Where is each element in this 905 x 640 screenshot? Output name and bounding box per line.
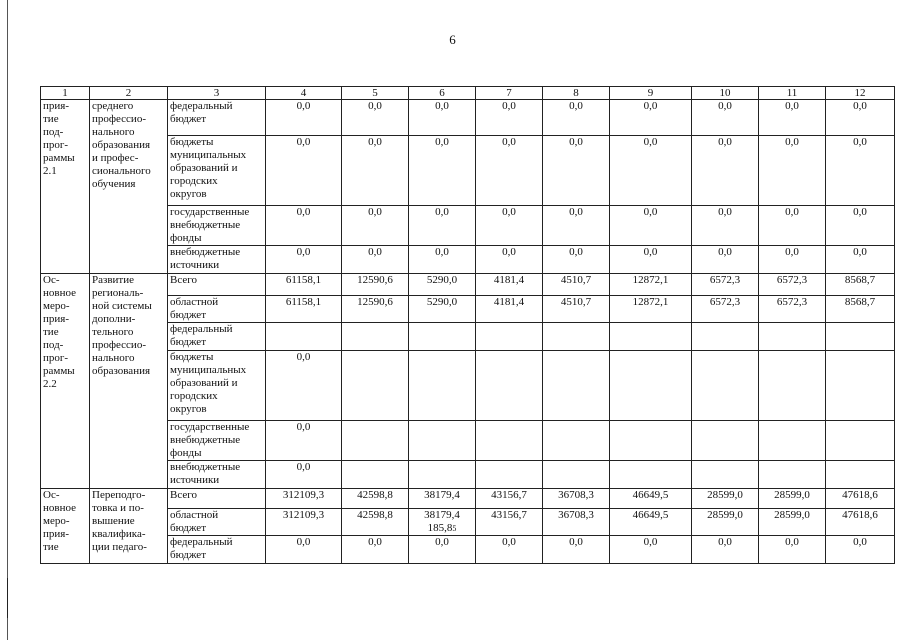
value-text: 0,0 (569, 246, 583, 258)
value-cell (409, 536, 476, 564)
value-text: 0,0 (435, 246, 449, 258)
value-text: 0,0 (718, 100, 732, 112)
value-cell (266, 351, 342, 421)
value-cell (342, 246, 409, 274)
value-cell (543, 536, 610, 564)
funding-source: внебюджетные источники (168, 246, 266, 274)
value-cell (692, 246, 759, 274)
value-cell (759, 296, 826, 323)
value-text: 12872,1 (632, 296, 669, 308)
value-cell (759, 536, 826, 564)
value-text: 12872,1 (632, 274, 669, 286)
value-cell (759, 100, 826, 136)
value-cell (610, 461, 692, 489)
value-cell (759, 206, 826, 246)
value-cell (409, 489, 476, 509)
value-text: 4510,7 (560, 296, 592, 308)
value-text: 6572,3 (776, 274, 808, 286)
value-text: 0,0 (853, 100, 867, 112)
value-cell (266, 100, 342, 136)
column-header: 9 (610, 87, 692, 100)
value-cell (342, 351, 409, 421)
value-text: 0,0 (502, 246, 516, 258)
value-text: 36708,3 (558, 509, 594, 521)
table-row (41, 100, 895, 136)
value-cell (266, 296, 342, 323)
value-cell (826, 246, 895, 274)
value-cell (692, 351, 759, 421)
value-cell (826, 421, 895, 461)
value-cell (476, 296, 543, 323)
value-cell (826, 100, 895, 136)
value-cell (342, 509, 409, 536)
value-text: 312109,3 (282, 489, 325, 501)
value-text: 0,0 (643, 136, 658, 148)
value-text: 0,0 (502, 206, 516, 218)
value-text: 0,0 (718, 536, 732, 548)
value-cell (266, 323, 342, 351)
value-text: 0,0 (368, 246, 382, 258)
value-text: 0,0 (718, 246, 732, 258)
value-cell (759, 323, 826, 351)
table-row (41, 323, 895, 351)
funding-source: бюджеты муниципальных образований и городских округов (168, 136, 266, 206)
value-cell (826, 206, 895, 246)
value-text: 5290,0 (426, 296, 458, 308)
funding-source: государственные внебюджетные фонды (168, 421, 266, 461)
funding-source: областной бюджет (168, 509, 266, 536)
table-row (41, 274, 895, 296)
value-text: 36708,3 (558, 489, 594, 501)
funding-source: Всего (168, 489, 266, 509)
value-text: 0,0 (569, 136, 583, 148)
value-cell (476, 323, 543, 351)
value-cell (826, 489, 895, 509)
value-cell (543, 206, 610, 246)
footnote-value (411, 522, 473, 535)
value-cell (759, 274, 826, 296)
value-cell (543, 274, 610, 296)
value-text: 43156,7 (491, 489, 527, 501)
value-text: 6572,3 (709, 296, 741, 308)
value-cell (692, 323, 759, 351)
table-row (41, 296, 895, 323)
value-cell (759, 489, 826, 509)
value-cell (692, 296, 759, 323)
value-text: 12590,6 (357, 296, 393, 308)
value-text: 38179,4 (424, 509, 460, 521)
value-cell (409, 351, 476, 421)
value-text: 0,0 (785, 100, 799, 112)
value-text: 4181,4 (493, 274, 525, 286)
table-row (41, 509, 895, 536)
value-text: 0,0 (368, 100, 382, 112)
value-cell (342, 461, 409, 489)
value-cell (692, 461, 759, 489)
value-cell (543, 323, 610, 351)
value-text: 47618,6 (842, 509, 878, 521)
value-cell (826, 323, 895, 351)
value-cell (610, 246, 692, 274)
value-text: 4181,4 (493, 296, 525, 308)
value-cell (266, 246, 342, 274)
value-cell (692, 206, 759, 246)
value-text: 6572,3 (709, 274, 741, 286)
value-cell (476, 461, 543, 489)
value-text: 4510,7 (560, 274, 592, 286)
column-header: 1 (41, 87, 90, 100)
value-cell (476, 246, 543, 274)
value-cell (543, 461, 610, 489)
value-cell (692, 536, 759, 564)
value-cell (692, 136, 759, 206)
value-cell (409, 323, 476, 351)
value-cell (266, 509, 342, 536)
value-text: 0,0 (569, 536, 583, 548)
column-header: 7 (476, 87, 543, 100)
value-cell (543, 136, 610, 206)
value-cell (610, 421, 692, 461)
value-cell (610, 509, 692, 536)
value-cell (692, 489, 759, 509)
column-header: 5 (342, 87, 409, 100)
value-text: 0,0 (296, 246, 311, 258)
value-cell (342, 536, 409, 564)
value-text: 0,0 (435, 206, 449, 218)
value-cell (759, 136, 826, 206)
column-header: 2 (90, 87, 168, 100)
header-row (41, 87, 895, 100)
value-cell (826, 351, 895, 421)
budget-table (40, 86, 895, 564)
value-text: 0,0 (853, 246, 867, 258)
value-text: 12590,6 (357, 274, 393, 286)
value-text: 28599,0 (774, 489, 810, 501)
value-cell (266, 461, 342, 489)
funding-source: Всего (168, 274, 266, 296)
column-header: 4 (266, 87, 342, 100)
value-cell (826, 296, 895, 323)
value-text: 0,0 (296, 421, 311, 433)
footnote-marker: 5 (452, 524, 457, 533)
value-cell (759, 246, 826, 274)
value-text: 46649,5 (632, 489, 669, 501)
value-text: 28599,0 (707, 489, 743, 501)
value-cell (266, 421, 342, 461)
page-number: 6 (449, 32, 456, 47)
value-text: 0,0 (435, 136, 449, 148)
value-text: 0,0 (785, 206, 799, 218)
footnote-value-text: 185,8 (427, 522, 453, 534)
value-cell (826, 274, 895, 296)
value-text: 42598,8 (357, 489, 393, 501)
value-cell (610, 206, 692, 246)
value-text: 38179,4 (424, 489, 460, 501)
table-row (41, 421, 895, 461)
value-cell (266, 136, 342, 206)
value-text: 46649,5 (632, 509, 669, 521)
value-cell (409, 100, 476, 136)
value-text: 0,0 (853, 206, 867, 218)
value-text: 0,0 (569, 100, 583, 112)
value-cell (342, 100, 409, 136)
value-cell (610, 323, 692, 351)
value-text: 43156,7 (491, 509, 527, 521)
value-text: 0,0 (296, 536, 311, 548)
measure-label: Ос- новное меро- прия- тие (41, 489, 90, 564)
value-text: 0,0 (785, 136, 799, 148)
value-text: 0,0 (853, 536, 867, 548)
value-cell (610, 100, 692, 136)
funding-source: внебюджетные источники (168, 461, 266, 489)
value-cell (543, 351, 610, 421)
value-cell (692, 274, 759, 296)
value-cell (610, 489, 692, 509)
funding-source: областной бюджет (168, 296, 266, 323)
value-cell (476, 509, 543, 536)
table-row (41, 461, 895, 489)
value-cell (476, 274, 543, 296)
value-cell (342, 489, 409, 509)
column-header: 3 (168, 87, 266, 100)
value-cell (266, 206, 342, 246)
value-text: 0,0 (296, 351, 311, 363)
value-cell (476, 351, 543, 421)
table-row (41, 351, 895, 421)
value-cell (543, 489, 610, 509)
value-cell (409, 509, 476, 536)
value-cell (342, 421, 409, 461)
value-cell (476, 100, 543, 136)
value-text: 0,0 (785, 536, 799, 548)
value-cell (476, 421, 543, 461)
value-text: 0,0 (296, 100, 311, 112)
value-cell (476, 136, 543, 206)
value-text: 0,0 (643, 536, 658, 548)
measure-title: среднего профессио- нального образования и профес- сионального обучения (90, 100, 168, 274)
value-cell (610, 296, 692, 323)
value-text: 312109,3 (282, 509, 325, 521)
value-text: 0,0 (643, 100, 658, 112)
value-text: 0,0 (368, 536, 382, 548)
value-text: 47618,6 (842, 489, 878, 501)
value-cell (476, 489, 543, 509)
table-row (41, 489, 895, 509)
value-cell (476, 206, 543, 246)
left-edge-mark (7, 578, 8, 618)
measure-title: Развитие региональ- ной системы дополни- тельного профессио- нального образования (90, 274, 168, 489)
value-text: 0,0 (569, 206, 583, 218)
value-cell (409, 136, 476, 206)
value-text: 61158,1 (285, 296, 322, 308)
value-cell (610, 351, 692, 421)
value-text: 61158,1 (285, 274, 322, 286)
measure-label: прия- тие под- прог- раммы 2.1 (41, 100, 90, 274)
value-cell (409, 461, 476, 489)
funding-source: бюджеты муниципальных образований и городских округов (168, 351, 266, 421)
value-cell (409, 296, 476, 323)
value-text: 0,0 (296, 206, 311, 218)
value-cell (266, 274, 342, 296)
value-cell (342, 274, 409, 296)
funding-source: государственные внебюджетные фонды (168, 206, 266, 246)
value-cell (610, 536, 692, 564)
value-text: 8568,7 (844, 296, 876, 308)
value-cell (543, 246, 610, 274)
column-header: 12 (826, 87, 895, 100)
value-text: 8568,7 (844, 274, 876, 286)
value-text: 0,0 (368, 206, 382, 218)
value-cell (826, 461, 895, 489)
value-text: 6572,3 (776, 296, 808, 308)
left-edge-line (7, 0, 8, 640)
value-text: 0,0 (643, 206, 658, 218)
value-cell (759, 461, 826, 489)
value-cell (759, 351, 826, 421)
column-header: 6 (409, 87, 476, 100)
value-cell (610, 136, 692, 206)
value-text: 28599,0 (774, 509, 810, 521)
value-cell (692, 421, 759, 461)
value-cell (759, 421, 826, 461)
value-text: 42598,8 (357, 509, 393, 521)
column-header: 10 (692, 87, 759, 100)
value-cell (409, 206, 476, 246)
value-cell (826, 509, 895, 536)
value-text: 0,0 (785, 246, 799, 258)
value-cell (543, 509, 610, 536)
value-text: 0,0 (502, 100, 516, 112)
value-text: 0,0 (368, 136, 382, 148)
table-row (41, 246, 895, 274)
measure-title: Переподго- товка и по- вышение квалифика- ции педаго- (90, 489, 168, 564)
value-cell (409, 246, 476, 274)
funding-source: федеральный бюджет (168, 323, 266, 351)
value-text: 0,0 (502, 136, 516, 148)
table-row (41, 536, 895, 564)
funding-source: федеральный бюджет (168, 536, 266, 564)
value-text: 0,0 (502, 536, 516, 548)
value-cell (266, 489, 342, 509)
value-text: 0,0 (643, 246, 658, 258)
value-cell (342, 323, 409, 351)
value-cell (543, 296, 610, 323)
value-cell (342, 206, 409, 246)
value-text: 28599,0 (707, 509, 743, 521)
value-cell (692, 100, 759, 136)
value-text: 0,0 (718, 136, 732, 148)
value-cell (610, 274, 692, 296)
column-header: 11 (759, 87, 826, 100)
value-text: 5290,0 (426, 274, 458, 286)
value-cell (476, 536, 543, 564)
value-text: 0,0 (435, 100, 449, 112)
value-cell (692, 509, 759, 536)
value-text: 0,0 (718, 206, 732, 218)
value-cell (266, 536, 342, 564)
value-cell (826, 136, 895, 206)
value-text: 0,0 (853, 136, 867, 148)
column-header: 8 (543, 87, 610, 100)
table-row (41, 136, 895, 206)
table-body (41, 87, 895, 564)
value-cell (543, 100, 610, 136)
measure-label: Ос- новное меро- прия- тие под- прог- раммы 2.2 (41, 274, 90, 489)
funding-source: федеральный бюджет (168, 100, 266, 136)
value-text: 0,0 (296, 461, 311, 473)
value-cell (409, 421, 476, 461)
value-text: 0,0 (296, 136, 311, 148)
value-cell (342, 136, 409, 206)
value-text: 0,0 (435, 536, 449, 548)
table-row (41, 206, 895, 246)
value-cell (543, 421, 610, 461)
value-cell (409, 274, 476, 296)
value-cell (826, 536, 895, 564)
value-cell (342, 296, 409, 323)
value-cell (759, 509, 826, 536)
